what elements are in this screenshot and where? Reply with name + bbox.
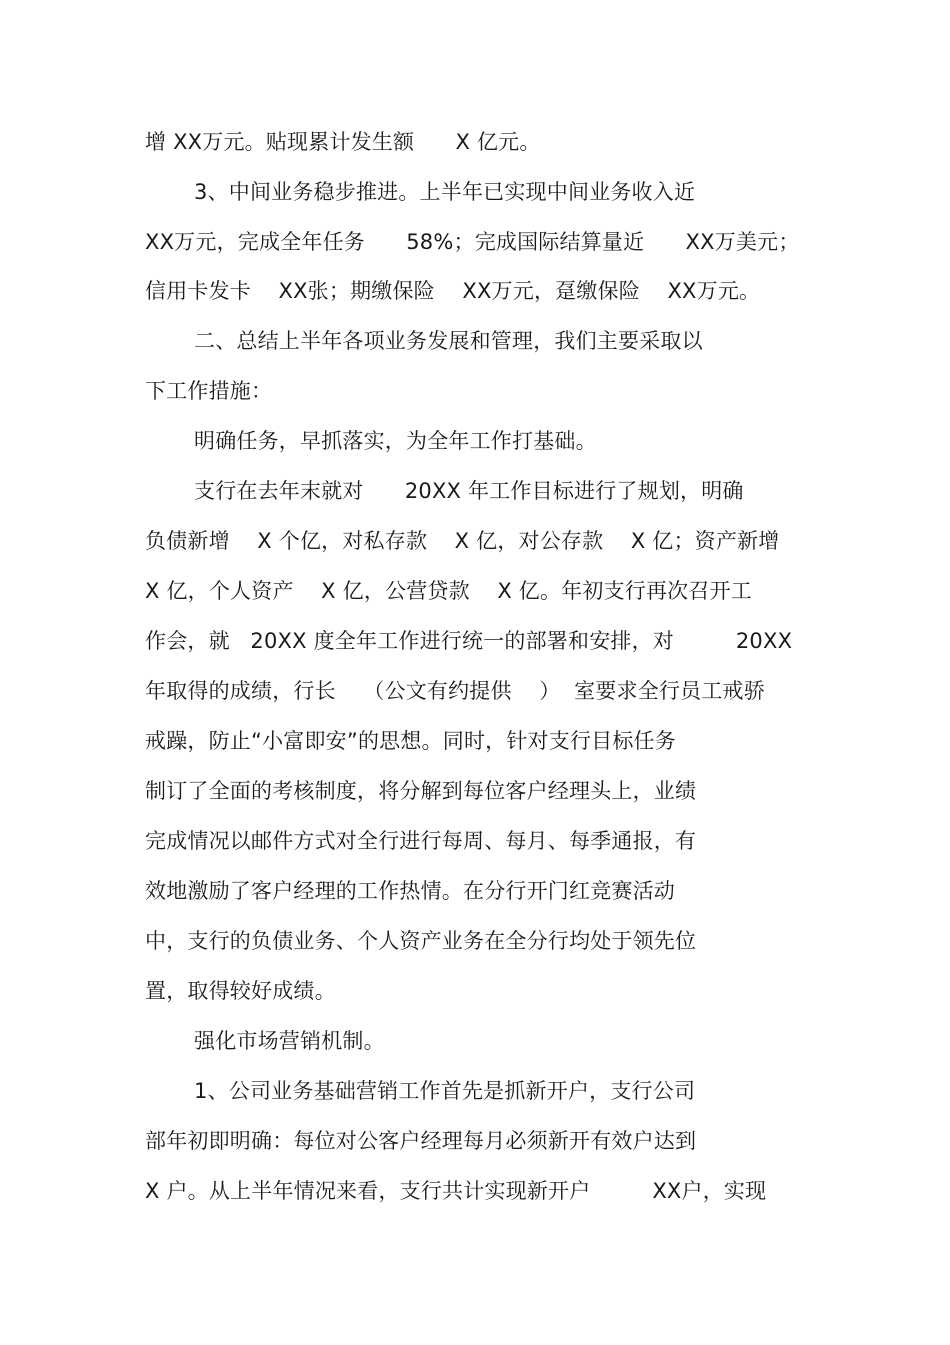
paragraph-first-line: 二、总结上半年各项业务发展和管理，我们主要采取以	[194, 329, 703, 353]
text-line: 增 XX万元。贴现累计发生额 X 亿元。	[145, 130, 541, 154]
text-line: 戒躁，防止“小富即安”的思想。同时，针对支行目标任务	[145, 729, 676, 753]
text-line: 置，取得较好成绩。	[145, 979, 336, 1003]
text-line: 作会，就 20XX 度全年工作进行统一的部署和安排，对 20XX	[145, 629, 793, 653]
text-line: 制订了全面的考核制度，将分解到每位客户经理头上，业绩	[145, 779, 697, 803]
section-heading: 明确任务，早抓落实，为全年工作打基础。	[194, 429, 597, 453]
section-heading: 强化市场营销机制。	[194, 1029, 385, 1053]
text-line: 下工作措施：	[145, 379, 273, 403]
text-line: XX万元，完成全年任务 58%；完成国际结算量近 XX万美元；	[145, 230, 800, 254]
text-line: 中，支行的负债业务、个人资产业务在全分行均处于领先位	[145, 929, 697, 953]
text-line: 完成情况以邮件方式对全行进行每周、每月、每季通报，有	[145, 829, 697, 853]
paragraph-first-line: 3、中间业务稳步推进。上半年已实现中间业务收入近	[194, 180, 696, 204]
paragraph-first-line: 支行在去年末就对 20XX 年工作目标进行了规划，明确	[194, 479, 744, 503]
text-line: X 亿，个人资产 X 亿，公营贷款 X 亿。年初支行再次召开工	[145, 579, 752, 603]
paragraph-first-line: 1、公司业务基础营销工作首先是抓新开户，支行公司	[194, 1079, 696, 1103]
text-line: X 户。从上半年情况来看，支行共计实现新开户 XX户，实现	[145, 1179, 767, 1203]
text-line: 效地激励了客户经理的工作热情。在分行开门红竞赛活动	[145, 879, 675, 903]
text-line: 负债新增 X 个亿，对私存款 X 亿，对公存款 X 亿；资产新增	[145, 529, 780, 553]
text-line: 部年初即明确：每位对公客户经理每月必须新开有效户达到	[145, 1129, 697, 1153]
text-line: 年取得的成绩，行长 （公文有约提供 ） 室要求全行员工戒骄	[145, 679, 765, 703]
text-line: 信用卡发卡 XX张；期缴保险 XX万元，趸缴保险 XX万元。	[145, 279, 761, 303]
